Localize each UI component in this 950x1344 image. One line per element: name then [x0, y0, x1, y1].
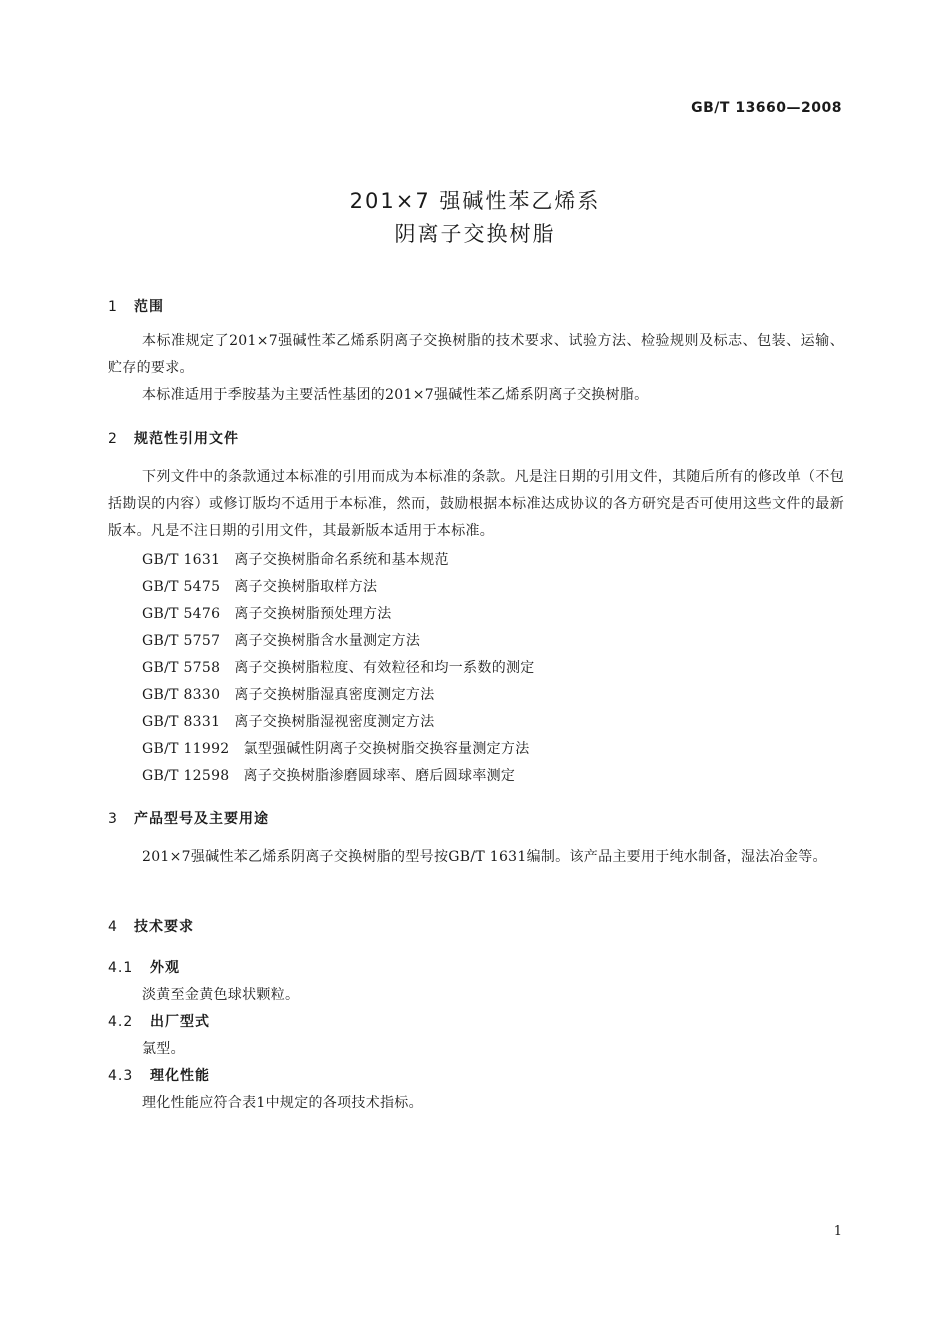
reference-code: GB/T 8331 [142, 714, 221, 730]
section-1-paragraph-1: 本标准规定了201×7强碱性苯乙烯系阴离子交换树脂的技术要求、试验方法、检验规则及标志、包装、运输、贮存的要求。 [108, 333, 844, 376]
reference-item [142, 711, 435, 731]
reference-title: 离子交换树脂取样方法 [234, 579, 378, 595]
section-1-number: 1 [108, 299, 118, 315]
subsection-4-3-number: 4.3 [108, 1068, 134, 1084]
reference-item [142, 630, 420, 650]
reference-code: GB/T 5757 [142, 633, 221, 649]
reference-code: GB/T 12598 [142, 768, 230, 784]
reference-item [142, 603, 392, 623]
reference-item [142, 549, 449, 569]
section-4-title: 技术要求 [134, 919, 194, 935]
standard-code: GB/T 13660—2008 [691, 100, 842, 116]
section-2-number: 2 [108, 431, 118, 447]
subsection-4-2-heading [108, 1011, 210, 1031]
reference-code: GB/T 5476 [142, 606, 221, 622]
section-3-paragraph-1: 201×7强碱性苯乙烯系阴离子交换树脂的型号按GB/T 1631编制。该产品主要用于纯水制备，湿法冶金等。 [142, 849, 827, 865]
section-2-title: 规范性引用文件 [134, 431, 239, 447]
subsection-4-1-title: 外观 [150, 960, 180, 976]
reference-code: GB/T 5475 [142, 579, 221, 595]
reference-title: 离子交换树脂湿真密度测定方法 [234, 687, 435, 703]
section-1-paragraph-2: 本标准适用于季胺基为主要活性基团的201×7强碱性苯乙烯系阴离子交换树脂。 [142, 387, 649, 403]
reference-item [142, 684, 435, 704]
section-1-title: 范围 [134, 299, 164, 315]
reference-title: 氯型强碱性阴离子交换树脂交换容量测定方法 [243, 741, 530, 757]
title-line-1: 201×7 强碱性苯乙烯系 [349, 189, 601, 213]
subsection-4-3-heading [108, 1065, 210, 1085]
reference-code: GB/T 11992 [142, 741, 230, 757]
subsection-4-1-text: 淡黄至金黄色球状颗粒。 [142, 987, 300, 1003]
section-3-title: 产品型号及主要用途 [134, 811, 269, 827]
reference-item [142, 765, 515, 785]
section-1-heading [108, 296, 164, 316]
reference-title: 离子交换树脂含水量测定方法 [234, 633, 421, 649]
reference-code: GB/T 8330 [142, 687, 221, 703]
section-4-heading [108, 916, 194, 936]
reference-code: GB/T 5758 [142, 660, 221, 676]
reference-item [142, 576, 377, 596]
reference-title: 离子交换树脂命名系统和基本规范 [234, 552, 449, 568]
section-3-heading [108, 808, 269, 828]
reference-title: 离子交换树脂粒度、有效粒径和均一系数的测定 [234, 660, 535, 676]
subsection-4-2-text: 氯型。 [142, 1041, 185, 1057]
reference-title: 离子交换树脂湿视密度测定方法 [234, 714, 435, 730]
section-3-number: 3 [108, 811, 118, 827]
subsection-4-2-title: 出厂型式 [150, 1014, 210, 1030]
page-number: 1 [833, 1224, 842, 1239]
section-2-paragraph-1: 下列文件中的条款通过本标准的引用而成为本标准的条款。凡是注日期的引用文件，其随后所有的修改单（不包括勘误的内容）或修订版均不适用于本标准，然而，鼓励根据本标准达成协议的各方研究是否可使用这些文件的最新版本。凡是不注日期的引用文件，其最新版本适用于本标准。 [108, 469, 844, 539]
subsection-4-1-number: 4.1 [108, 960, 134, 976]
subsection-4-2-number: 4.2 [108, 1014, 134, 1030]
reference-title: 离子交换树脂渗磨圆球率、磨后圆球率测定 [243, 768, 516, 784]
reference-title: 离子交换树脂预处理方法 [234, 606, 392, 622]
reference-code: GB/T 1631 [142, 552, 221, 568]
subsection-4-3-text: 理化性能应符合表1中规定的各项技术指标。 [142, 1095, 423, 1111]
subsection-4-3-title: 理化性能 [150, 1068, 210, 1084]
subsection-4-1-heading [108, 957, 180, 977]
section-4-number: 4 [108, 919, 118, 935]
reference-item [142, 738, 530, 758]
title-line-2: 阴离子交换树脂 [394, 222, 556, 246]
section-2-heading [108, 428, 239, 448]
reference-item [142, 657, 535, 677]
